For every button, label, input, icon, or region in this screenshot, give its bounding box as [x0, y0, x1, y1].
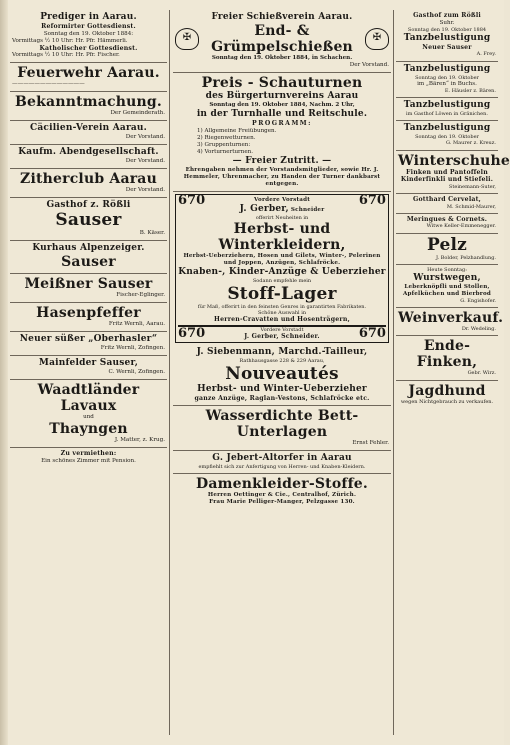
ad-lager: Stoff-Lager — [227, 283, 337, 304]
ad-sub: Neuer Sauser — [422, 43, 472, 51]
ad-pelz — [396, 234, 498, 265]
shooting-emblem-icon: ✠ — [175, 28, 199, 50]
shooting-emblem-icon: ✠ — [365, 28, 389, 50]
ad-gasthof-roessli — [10, 198, 167, 241]
ad-firm: Herren Oettinger & Cie., Centralhof, Zürich. — [207, 492, 357, 499]
ad-kaufm — [10, 145, 167, 169]
ad-place: Suhr. — [439, 19, 455, 26]
ad-kurhaus — [10, 241, 167, 274]
ad-name: J. Gerber, Schneider. — [244, 332, 320, 340]
ad-signature: Gebr. Wirz. — [467, 370, 496, 377]
ad-headline: Tanzbelustigung — [403, 32, 491, 43]
ad-title: Gotthard Cervelat, — [412, 196, 481, 203]
programm-item: 4) Vorturnerturnen. — [197, 148, 254, 155]
ad-signature: G. Engishofer. — [460, 298, 496, 304]
ad-meringues — [396, 214, 498, 234]
ad-name: J. Siebenmann, Marchd.-Tailleur, — [196, 347, 368, 358]
ad-siebenmann — [173, 345, 391, 406]
ad-anzuge: ganze Anzüge, Raglan-Vestons, Schlafröcke etc. — [194, 394, 370, 402]
house-number: 670 — [178, 192, 206, 208]
ad-wasserdicht — [173, 406, 391, 451]
ad-title: Tanzbelustigung — [403, 63, 491, 74]
ad-date: Sonntag den 19. Oktober — [415, 134, 479, 141]
ad-signature: Der Gemeinderath. — [110, 110, 165, 117]
ad-signature: Fischer-Eglinger. — [116, 292, 165, 299]
ad-signature: G. Maurer z. Kreuz. — [446, 140, 496, 147]
column-rule — [393, 10, 394, 735]
ad-note: wegen Nichtgebrauch zu verkaufen. — [400, 398, 494, 405]
ad-title: Feuerwehr Aarau. — [17, 65, 160, 82]
ad-sub: und — [83, 414, 94, 421]
ad-beauty: Schöne Auswahl in — [257, 309, 307, 316]
ad-title: Tanzbelustigung — [403, 123, 491, 134]
ad-line: Ein schönes Zimmer mit Pension. — [41, 457, 136, 464]
page-edge — [0, 0, 8, 745]
ad-title: Ende-Finken, — [416, 338, 478, 371]
ad-signature: C. Wernli, Zofingen. — [108, 369, 165, 376]
ad-sub: Leberknöpfli und Stollen, Apfelküchen und Bierbrod — [403, 284, 491, 297]
ad-title: Cäcilien-Verein Aarau. — [30, 123, 147, 134]
ad-schuetzen — [173, 10, 391, 73]
ad-signature: A. Frey. — [476, 51, 496, 58]
ad-title: Bekanntmachung. — [15, 94, 162, 111]
ad-subtitle: Reformirter Gottesdienst. — [41, 23, 136, 30]
ad-feuerwehr: Feuerwehr Aarau. ————————————— — [10, 63, 167, 92]
ad-cravat: Herren-Cravatten und Hosenträgern, — [214, 316, 350, 323]
ad-headline: Sauser — [55, 210, 122, 231]
ad-note: empfiehlt sich zur Anfertigung von Herren- und Knaben-Kleidern. — [198, 464, 366, 471]
ad-signature: M. Schmid-Maurer, — [446, 203, 496, 210]
ad-title: Pelz — [426, 234, 468, 255]
left-column — [10, 10, 167, 735]
ad-entry: — Freier Zutritt. — — [232, 155, 332, 166]
ad-wurst — [396, 265, 498, 308]
ad-gerber — [175, 194, 389, 344]
ad-tanz-kreuz — [396, 121, 498, 150]
ad-title: Zu vermiethen: — [60, 450, 117, 458]
ad-herbst: Herbst- und Winter-Ueberzieher — [197, 383, 367, 394]
ad-headline: Herbst- und Winterkleidern, — [218, 221, 346, 254]
ad-headline: Sauser — [61, 254, 116, 271]
ad-title: Meringues & Cornets. — [406, 215, 488, 223]
ad-waadt — [10, 380, 167, 448]
ad-title: G. Jebert-Altorfer in Aarau — [212, 453, 352, 464]
ad-lager-pre: Sodann empfehle mein — [252, 278, 312, 285]
ad-place: im Gasthof Löwen in Gränichen. — [406, 111, 488, 117]
ad-zither — [10, 169, 167, 198]
ad-signature: Ernst Fehler. — [352, 440, 389, 447]
column-rule — [169, 10, 170, 735]
ad-date: Sonntag den 19. Oktober 1884, Nachm. 2 Uhr, — [209, 102, 355, 108]
ad-headline: End- & Grümpelschießen — [211, 23, 353, 55]
ad-title: Kurhaus Alpenzeiger. — [32, 243, 145, 254]
programm-item: 3) Gruppenturnen: — [197, 141, 251, 148]
ad-agent: Frau Marie Pelliger-Manger, Pelzgasse 130. — [209, 499, 355, 506]
ad-title: Gasthof zum Rößli — [413, 12, 481, 19]
ad-lager-note: für Maß, offerirt in den feinsten Genres in garantirten Fabrikaten. — [197, 303, 367, 310]
ad-date: Sonntag den 19. Oktober 1884: — [43, 30, 134, 37]
ad-title: Prediger in Aarau. — [40, 12, 137, 22]
ad-street: Vordere Vorstadt — [254, 196, 310, 203]
ad-caecilien — [10, 121, 167, 145]
ad-title: Freier Schießverein Aarau. — [211, 12, 353, 22]
ad-items: Herbst-Ueberziehern, Hosen und Gilets, Winter-, Pelerinen und Joppen, Anzügen, Schlafröcke. — [183, 253, 381, 267]
ad-headline: Damenkleider-Stoffe. — [196, 476, 368, 493]
ad-title: Weinverkauf. — [398, 310, 504, 327]
ad-headline: Wasserdichte Bett-Unterlagen — [205, 408, 359, 441]
ad-title: Preis - Schauturnen — [201, 75, 363, 91]
ad-street: Vordere Vorstadt — [260, 326, 304, 333]
ad-line: Vormittags ½ 10 Uhr: Hr. Pfr. Fischer. — [12, 52, 120, 59]
ad-place: im „Bären“ in Buchs. — [417, 80, 477, 87]
ad-signature: J. Bolder, Pelzhandlung. — [435, 254, 496, 261]
ad-signature: Steinemann-Suter, — [448, 183, 496, 190]
ad-pre: Heute Sonntag: — [427, 266, 467, 273]
ad-hasenpfeffer — [10, 303, 167, 332]
ad-schauturnen — [173, 73, 391, 192]
ad-signature: E. Häusler z. Bären. — [444, 87, 496, 94]
ad-winterschuhe — [396, 151, 510, 194]
ad-vermiethen — [10, 448, 167, 468]
ad-tanz-graenichen — [396, 98, 498, 121]
ad-trade: Schneider — [290, 207, 325, 214]
ad-title: Winterschuhe — [398, 152, 510, 169]
ad-subtitle: Katholischer Gottesdienst. — [39, 44, 138, 52]
ad-signature: Der Vorstand. — [125, 158, 165, 165]
ad-title: Meißner Sauser — [24, 276, 153, 293]
ad-signature: Dr. Wedeling. — [461, 326, 496, 333]
ad-title: Tanzbelustigung — [403, 100, 491, 110]
ad-prediger — [10, 10, 167, 63]
ad-note: Ehrengaben nehmen der Vorstandsmitglieder, sowie Hr. J. Hemmeler, Uhrenmacher, zu Handen der Turner dankbarst entgegen. — [183, 166, 381, 187]
ad-title: Hasenpfeffer — [36, 305, 141, 322]
ad-signature: Der Vorstand. — [125, 134, 165, 141]
ad-ende-finken — [396, 336, 498, 380]
ad-title: Neuer süßer „Oberhasler“ — [19, 334, 158, 345]
ad-title: Wurstwegen, — [413, 273, 481, 283]
ad-title: Mainfelder Sauser, — [38, 358, 139, 369]
ad-weinverkauf — [396, 308, 504, 336]
ad-title: Gasthof z. Rößli — [46, 200, 131, 211]
ad-title: Waadtländer Lavaux — [37, 382, 140, 415]
ad-fleisch — [396, 194, 498, 214]
ad-date: Sonntag den 19. Oktober — [415, 74, 479, 81]
ad-jagdhund — [396, 381, 498, 408]
ad-date: Sonntag den 19. Oktober 1884, in Schachen. — [211, 55, 353, 61]
house-number: 670 — [358, 192, 386, 208]
ad-kids: Knaben-, Kinder-Anzüge & Ueberzieher — [178, 267, 386, 278]
ad-meissner — [10, 274, 167, 303]
ad-signature: Der Vorstand. — [125, 187, 165, 194]
ad-signature: J. Matter, z. Krug. — [114, 437, 165, 444]
ad-gasthof-suhr — [396, 10, 498, 62]
ad-headline: Nouveautés — [225, 363, 339, 384]
ad-street: Rathhausgasse 228 & 229 Aarau, — [239, 358, 325, 365]
ad-date: Sonntag den 19. Oktober 1884 — [407, 26, 487, 33]
ad-name: J. Gerber, — [239, 204, 289, 215]
ad-line: Vormittags ½ 10 Uhr: Hr. Pfr. Hämmerli. — [12, 37, 128, 44]
ad-signature: Witwe Keller-Emmenegger. — [426, 223, 496, 230]
programm-item: 2) Riegenwetturnen. — [197, 134, 256, 141]
ad-subtitle: des Bürgerturnvereins Aarau — [205, 91, 359, 101]
ad-place: in der Turnhalle und Reitschule. — [196, 109, 368, 119]
house-number: 670 — [178, 325, 206, 341]
ad-signature: Fritz Wernli, Aarau. — [108, 321, 165, 328]
ad-jebert — [173, 451, 391, 474]
programm-item: 1) Allgemeine Freiübungen. — [197, 127, 277, 134]
ad-offers: offerirt Neuheiten in — [255, 215, 309, 222]
ad-kinder: Kinderfinkli und Stiefeli. — [400, 176, 494, 184]
ad-signature: Fritz Wernli, Zofingen. — [100, 345, 165, 352]
middle-column — [173, 10, 391, 735]
ad-oberhasler — [10, 332, 167, 356]
ad-title: Zitherclub Aarau — [20, 171, 157, 188]
ad-title2: Thayngen — [49, 421, 128, 438]
ad-bekanntmachung — [10, 92, 167, 121]
right-column — [396, 10, 510, 735]
ad-signature: Der Vorstand. — [349, 62, 389, 68]
ad-title: Kaufm. Abendgesellschaft. — [18, 147, 159, 158]
ad-title: Jagdhund — [408, 382, 486, 399]
ad-signature: B. Käser. — [139, 230, 165, 237]
programm-title: PROGRAMM: — [252, 120, 312, 127]
ad-mainfelder — [10, 356, 167, 380]
house-number: 670 — [358, 325, 386, 341]
ad-sub: Finken und Pantoffeln — [406, 168, 488, 176]
ad-tanz-buchs — [396, 62, 498, 98]
ad-damenstoffe — [173, 474, 391, 509]
